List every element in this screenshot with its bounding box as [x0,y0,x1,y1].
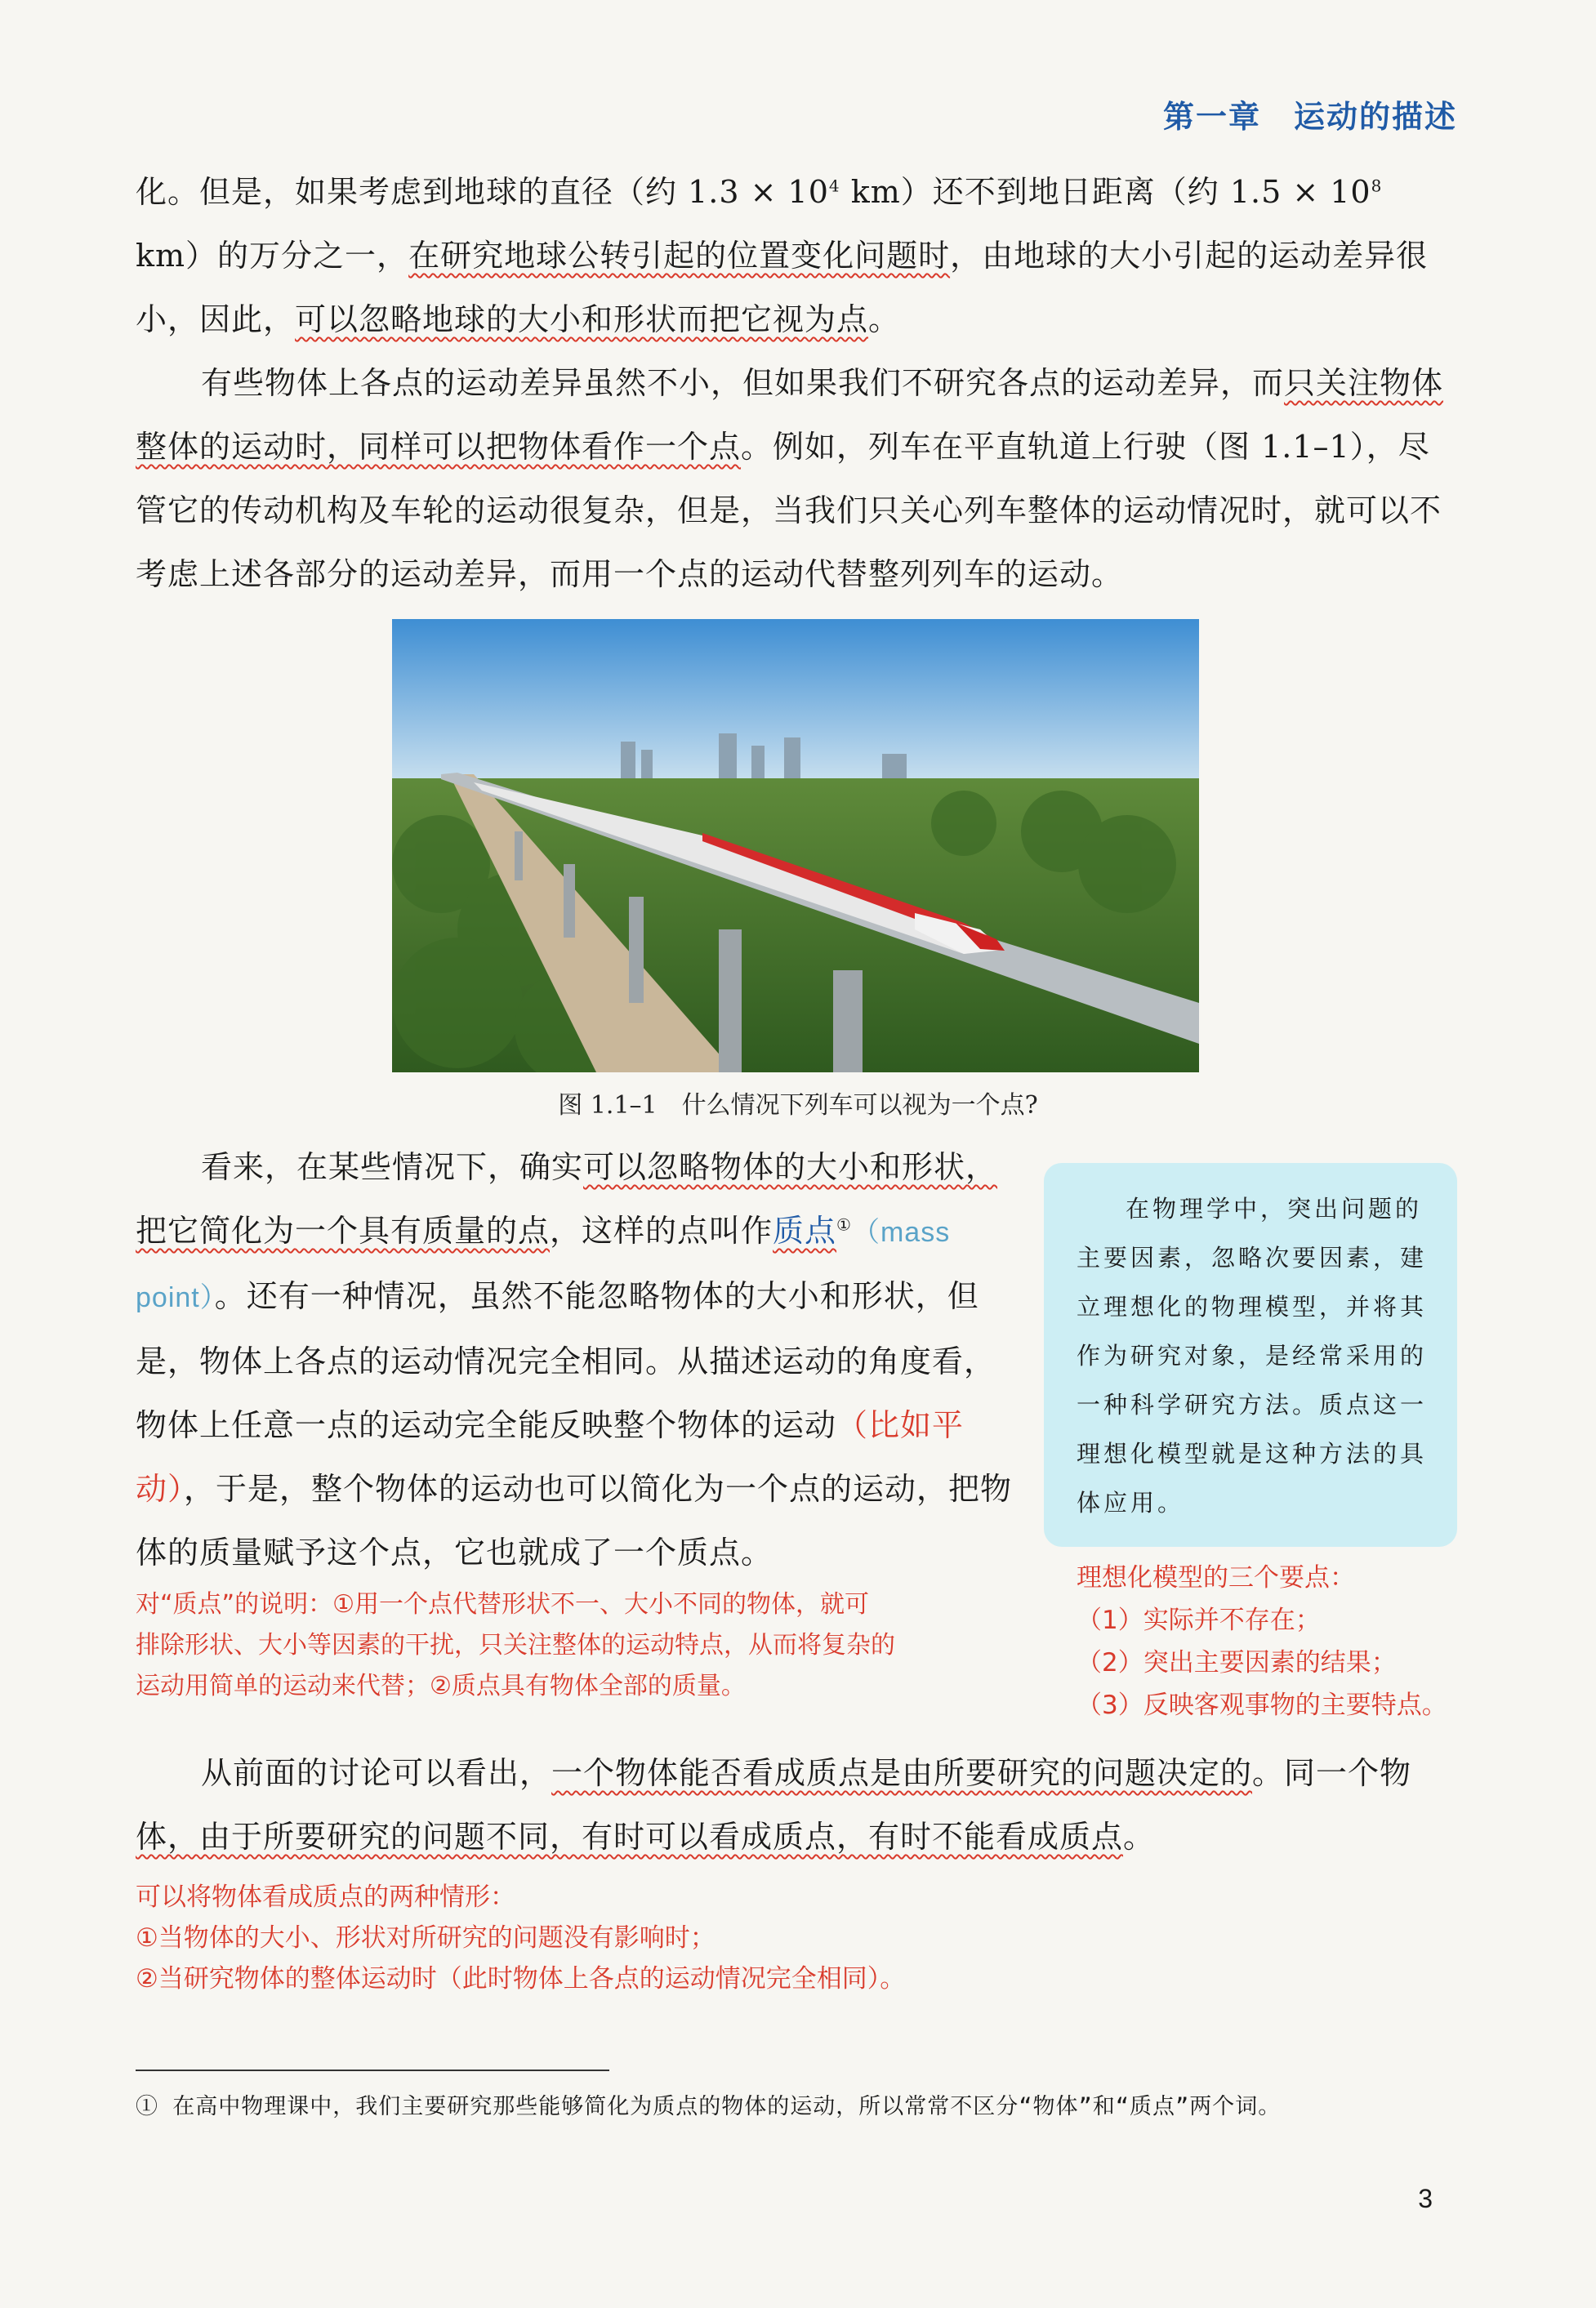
p2-text-a: 有些物体上各点的运动差异虽然不小，但如果我们不研究各点的运动差异，而 [201,365,1285,401]
figure-label: 图 1.1–1 [558,1091,658,1120]
p1-text-e: 。 [868,301,901,337]
p1-underline-1: 在研究地球公转引起的位置变化问题时 [408,238,951,274]
p3-text-c: 。还有一种情况，虽然不能忽略物体的大小和形状，但是，物体上各点的运动情况完全相同。从描述运动的角度看，物体上任意一点的运动完全能反映整个物体的运动 [136,1278,996,1443]
note-line: 对“质点”的说明：①用一个点代替形状不一、大小不同的物体，就可 [136,1590,869,1619]
sidebar-box [1044,1163,1457,1547]
chapter-header [1163,91,1457,136]
chapter-title: 运动的描述 [1293,99,1457,135]
paragraph-4 [136,1741,1459,1869]
two-cases-note [136,1877,1459,1999]
p1-text-b: km）还不到地日距离（约 1.5 × 10 [840,174,1371,210]
note-line: ①当物体的大小、形状对所研究的问题没有影响时； [136,1923,716,1953]
p3-text-a: 看来，在某些情况下，确实 [201,1149,584,1185]
footnote: ① 在高中物理课中，我们主要研究那些能够简化为质点的物体的运动，所以常常不区分“物体”和“质点”两个词。 [136,2094,1282,2119]
footnote-divider [136,2070,609,2071]
p2-text-b: 。例如，列车在平直轨道上行驶（图 1.1–1），尽管它的传动机构及车轮的运动很复杂，但是，当我们只关心列车整体的运动情况时，就可以不考虑上述各部分的运动差异，而用一个点的运动代替整列列车的运动。 [136,429,1442,592]
p4-text-a: 从前面的讨论可以看出， [201,1755,552,1791]
figure-caption-text: 什么情况下列车可以视为一个点? [681,1091,1038,1120]
train-photo-illustration [392,619,1199,1072]
note-line: 排除形状、大小等因素的干扰，只关注整体的运动特点，从而将复杂的 [136,1631,895,1660]
term-mass-point: 质点 [773,1213,837,1249]
p3-red-annotation: （比如平动） [136,1407,965,1507]
p3-text-b: ，这样的点叫作 [550,1213,773,1249]
p1-underline-2: 可以忽略地球的大小和形状而把它视为点 [295,301,869,337]
mass-point-note [136,1584,1026,1707]
sidebar-text: 在物理学中，突出问题的主要因素，忽略次要因素，建立理想化的物理模型，并将其作为研究对象，是经常采用的一种科学研究方法。质点这一理想化模型就是这种方法的具体应用。 [1077,1195,1428,1517]
paragraph-2 [136,351,1459,606]
note-line: （2）突出主要因素的结果； [1077,1648,1397,1678]
ideal-model-note [1077,1557,1485,1727]
paragraph-3 [136,1135,1026,1584]
paragraph-1 [136,160,1459,351]
note-line: （1）实际并不存在； [1077,1606,1321,1635]
chapter-number: 第一章 [1162,99,1261,135]
exponent-8: 8 [1371,176,1383,196]
exponent-4: 4 [828,176,840,196]
p4-underline-2: 体，由于所要研究的问题不同，有时可以看成质点，有时不能看成质点 [136,1819,1124,1855]
p1-text-c: km）的万分之一， [136,238,409,274]
note-line: （3）反映客观事物的主要特点。 [1077,1691,1447,1720]
p4-text-c: 。 [1123,1819,1156,1855]
term-english: （mass point） [136,1217,951,1313]
footnote-mark: ① [836,1214,852,1235]
p2-underline: 只关注物体整体的运动时，同样可以把物体看作一个点 [136,365,1444,465]
p1-text-d: ，由地球的大小引起的运动差异很小，因此， [136,238,1429,337]
p4-underline-1: 一个物体能否看成质点是由所要研究的问题决定的 [551,1755,1253,1791]
note-line: 运动用简单的运动来代替；②质点具有物体全部的质量。 [136,1672,746,1700]
note-line: 理想化模型的三个要点： [1077,1563,1355,1593]
note-line: ②当研究物体的整体运动时（此时物体上各点的运动情况完全相同）。 [136,1964,906,1994]
p1-text-a: 化。但是，如果考虑到地球的直径（约 1.3 × 10 [136,174,829,210]
page-number: 3 [1418,2184,1433,2213]
p3-text-d: ，于是，整个物体的运动也可以简化为一个点的运动，把物体的质量赋予这个点，它也就成了一个质点。 [136,1471,1013,1571]
figure-caption [0,1085,1596,1121]
p3-underline: 可以忽略物体的大小和形状，把它简化为一个具有质量的点 [136,1149,998,1249]
train-photo [392,619,1199,1072]
p4-text-b: 。同一个物 [1252,1755,1412,1791]
note-line: 可以将物体看成质点的两种情形： [136,1882,515,1912]
